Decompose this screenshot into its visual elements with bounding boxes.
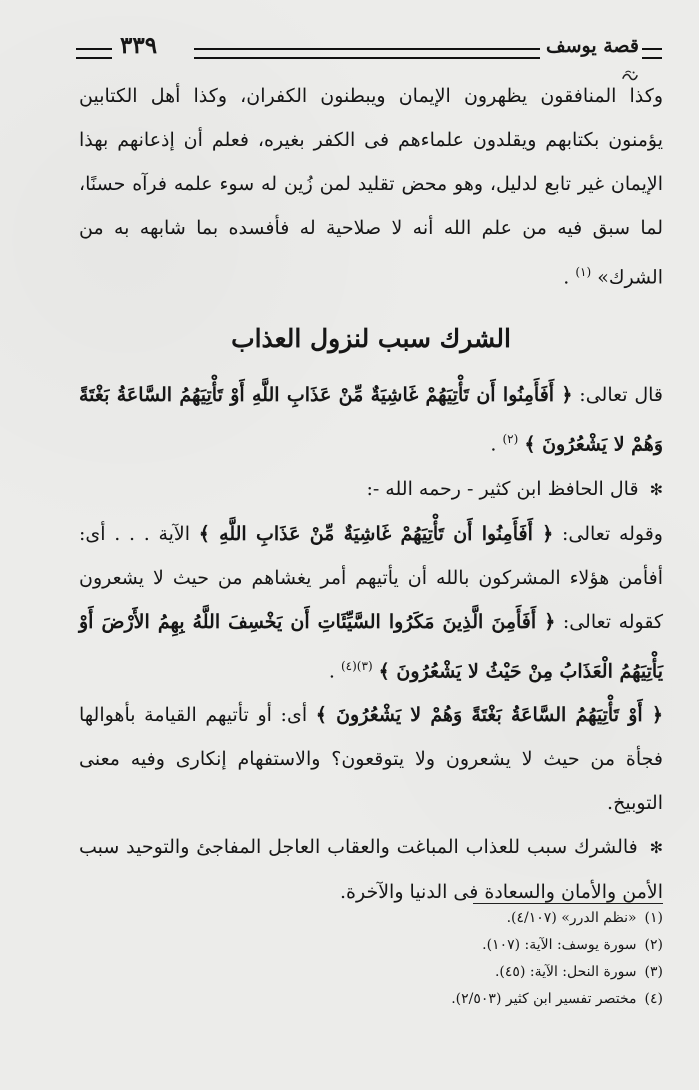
page-body	[79, 70, 663, 914]
footnote-ref-1: (١)	[575, 265, 592, 279]
header-rule-main	[194, 48, 540, 59]
header-rule-left	[76, 48, 112, 59]
commentary-paragraph	[79, 512, 663, 693]
footnote-item	[79, 987, 663, 1012]
section-heading: الشرك سبب لنزول العذاب	[231, 324, 511, 354]
page-number: ٣٣٩	[120, 32, 158, 59]
footnote-ref-3-4: (٣)(٤)	[340, 658, 373, 673]
commentary-end: .	[328, 659, 335, 682]
footnote-text: مختصر تفسير ابن كثير (٢/٥٠٣).	[451, 991, 637, 1007]
footnote-number: (٤)	[644, 991, 663, 1007]
quran-verse-4: ﴿ أَوْ تَأْتِيَهُمُ السَّاعَةُ بَغْتَةً وَهُمْ لا يَشْعُرُونَ ﴾	[315, 703, 663, 726]
footnote-text: سورة يوسف: الآية: (١٠٧).	[482, 937, 637, 953]
footnote-item	[79, 906, 663, 931]
intro-ending: .	[563, 266, 570, 289]
verse-paragraph-1-end: .	[490, 433, 497, 456]
commentary-heading-text: قال الحافظ ابن كثير - رحمه الله -:	[366, 477, 639, 500]
footnote-item	[79, 960, 663, 985]
commentary-middle: الآية . . . أى: أفأمن هؤلاء المشركون بالله أن يأتيهم أمر يغشاهم من حيث لا يشعرون كقوله تعالى:	[79, 522, 664, 633]
verse-paragraph-1	[79, 373, 663, 466]
footnote-number: (١)	[644, 910, 663, 926]
header-rule-right	[642, 48, 662, 59]
star-bullet-icon: ✻	[649, 479, 663, 499]
footnote-separator	[473, 903, 663, 904]
quran-verse-1: ﴿ أَفَأَمِنُوا أَن تَأْتِيَهُمْ غَاشِيَةٌ مِّنْ عَذَابِ اللَّهِ أَوْ تَأْتِيَهُمُ السَّاعَةُ بَغْتَةً وَهُمْ لا يَشْعُرُونَ ﴾	[79, 384, 663, 456]
verse-explanation-text: أى: أو تأتيهم القيامة بأهوالها فجأة من حيث لا يشعرون ولا يتوقعون؟ والاستفهام إنكارى وفيه معنى التوبيخ.	[79, 703, 663, 814]
running-title-text: قصة يوسف	[545, 35, 639, 57]
intro-text: وكذا المنافقون يظهرون الإيمان ويبطنون الكفران، وكذا أهل الكتابين يؤمنون بكتابهم ويقلدون علماءهم فى الكفر بغيره، فعلم أن إذعانهم بهذا الإيمان غير تابع لدليل، وهو محض تقليد لمن زُين له سوء علمه فرآه حسنًا، لما سبق فيه من علم الله أنه لا صلاحية له فأفسده بما شابهه به من الشرك»	[79, 85, 663, 289]
quran-verse-2: ﴿ أَفَأَمِنُوا أَن تَأْتِيَهُمْ غَاشِيَةٌ مِّنْ عَذَابِ اللَّهِ ﴾	[198, 522, 554, 545]
conclusion-text: فالشرك سبب للعذاب المباغت والعقاب العاجل المفاجئ والتوحيد سبب الأمن والأمان والسعادة فى الدنيا والآخرة.	[79, 835, 663, 903]
footnote-number: (٣)	[644, 964, 663, 980]
star-bullet-icon: ✻	[649, 837, 663, 857]
conclusion-paragraph	[79, 825, 663, 914]
commentary-lead: وقوله تعالى:	[553, 522, 663, 545]
footnote-text: «نظم الدرر» (٤/١٠٧).	[506, 910, 637, 926]
footnote-text: سورة النحل: الآية: (٤٥).	[494, 964, 637, 980]
footnote-item	[79, 933, 663, 958]
verse-explanation-paragraph	[79, 693, 663, 825]
commentary-heading	[79, 467, 663, 512]
footnote-number: (٢)	[644, 937, 663, 953]
footnote-ref-2: (٢)	[502, 432, 519, 447]
quran-verse-3: ﴿ أَفَأَمِنَ الَّذِينَ مَكَرُوا السَّيِّئَاتِ أَن يَخْسِفَ اللَّهُ بِهِمُ الأَرْضَ أَوْ يَأْتِيَهُمُ الْعَذَابُ مِنْ حَيْثُ لا يَشْعُرُونَ ﴾	[79, 610, 663, 682]
page-header	[62, 30, 663, 64]
intro-paragraph	[79, 74, 663, 299]
footnotes	[79, 903, 663, 1012]
verse-paragraph-1-lead: قال تعالى:	[572, 384, 664, 407]
